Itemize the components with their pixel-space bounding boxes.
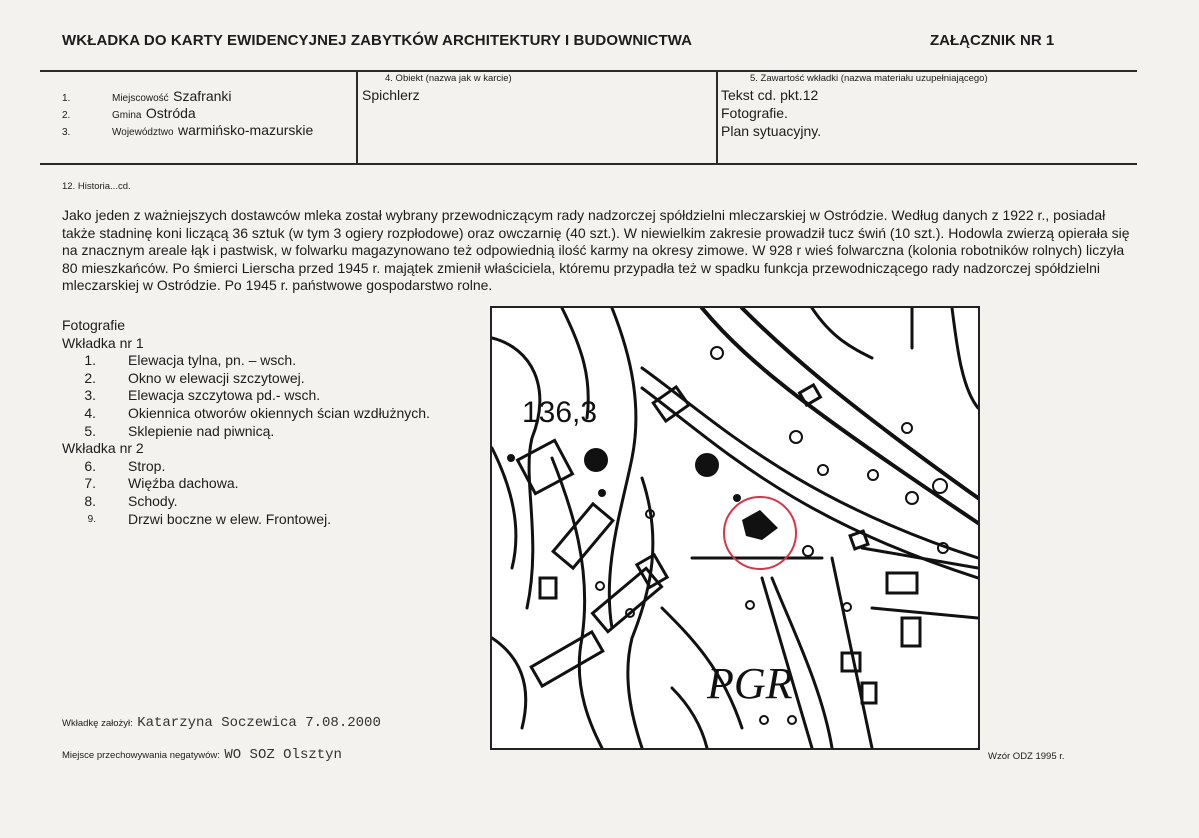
item-number: 3. [84, 387, 96, 404]
voivodeship-row [112, 122, 313, 140]
group-title: Wkładka nr 2 [62, 440, 144, 457]
item-text: Elewacja szczytowa pd.- wsch. [128, 387, 321, 404]
column-divider [716, 70, 718, 165]
row-number: 2. [62, 110, 71, 121]
creator-line [62, 713, 381, 731]
locality-label: Miejscowość [112, 93, 169, 104]
site-plan-map [490, 306, 980, 750]
list-item [62, 493, 430, 511]
column-divider [356, 70, 358, 165]
item-text: Sklepienie nad piwnicą. [128, 422, 275, 439]
list-item [62, 511, 430, 529]
locality-row [112, 88, 232, 106]
history-text: Jako jeden z ważniejszych dostawców mleka został wybrany przewodniczącym rady nadzorczej spółdzielni mleczarskiej w Ostródzie. Według danych z 1922 r., posiadał także stadninę koni liczącą 36 sztuk (w tym 3 ogiery rozpłodowe) oraz owczarnię (40 szt.). W niewielkim zakresie prowadził tucz świń (10 szt.). Hodowla zwierzą opierała się na znacznym areale łąk i pastwisk, w folwarku magazynowano też odpowiednią ilość karmy na okresy zimowe. W 928 r wieś folwarczna (kolonia robotników rolnych) liczyła 80 mieszkańców. Po śmierci Lierscha przed 1945 r. majątek zmienił właściciela, któremu przypadła też w spadku funkcja przewodniczącego rady nadzorczej spółdzielni mleczarskiej w Ostródzie. Po 1945 r. państwowe gospodarstwo rolne. [62, 207, 1130, 293]
list-item [62, 423, 430, 441]
row-number: 3. [62, 127, 71, 138]
commune-label: Gmina [112, 110, 142, 121]
list-item [62, 405, 430, 423]
commune-value: Ostróda [145, 105, 196, 121]
item-text: Okno w elewacji szczytowej. [128, 369, 305, 386]
list-item [62, 370, 430, 388]
item-number: 4. [84, 404, 96, 421]
object-label: 4. Obiekt (nazwa jak w karcie) [385, 73, 512, 84]
contents-label: 5. Zawartość wkładki (nazwa materiału uzupełniającego) [750, 73, 988, 84]
item-text: Więźba dachowa. [128, 475, 239, 492]
item-number: 6. [84, 457, 96, 474]
item-text: Schody. [128, 492, 178, 509]
contents-item: Plan sytuacyjny. [721, 123, 822, 139]
item-number: 1. [84, 352, 96, 369]
item-text: Elewacja tylna, pn. – wsch. [128, 352, 297, 369]
history-label: 12. Historia...cd. [62, 181, 131, 192]
storage-line [62, 745, 342, 763]
group-title: Wkładka nr 1 [62, 334, 144, 351]
voivodeship-value: warmińsko-mazurskie [177, 122, 314, 138]
photos-section [62, 317, 430, 528]
table-bottom-border [40, 163, 1137, 165]
storage-value: WO SOZ Olsztyn [224, 747, 342, 763]
list-item [62, 458, 430, 476]
object-value: Spichlerz [362, 87, 420, 103]
row-number: 1. [62, 93, 71, 104]
form-template: Wzór ODZ 1995 r. [988, 751, 1065, 762]
elevation-label: 136,3 [522, 396, 598, 429]
pgr-label: PGR [707, 659, 793, 708]
item-number: 8. [84, 492, 96, 509]
card-title: WKŁADKA DO KARTY EWIDENCYJNEJ ZABYTKÓW ARCHITEKTURY I BUDOWNICTWA [62, 32, 693, 49]
site-plan-drawing [492, 308, 978, 748]
item-text: Drzwi boczne w elew. Frontowej. [128, 510, 332, 527]
locality-value: Szafranki [173, 88, 232, 104]
contents-item: Tekst cd. pkt.12 [721, 87, 819, 103]
item-number: 9. [87, 513, 96, 525]
list-item [62, 352, 430, 370]
storage-label: Miejsce przechowywania negatywów: [62, 750, 220, 761]
item-number: 7. [84, 475, 96, 492]
list-item [62, 387, 430, 405]
item-number: 5. [84, 422, 96, 439]
voivodeship-label: Województwo [112, 127, 174, 138]
item-text: Strop. [128, 457, 166, 474]
contents-item: Fotografie. [721, 105, 788, 121]
item-number: 2. [84, 369, 96, 386]
creator-value: Katarzyna Soczewica 7.08.2000 [137, 715, 381, 731]
list-item [62, 475, 430, 493]
creator-label: Wkładkę założył: [62, 718, 133, 729]
annex-number: ZAŁĄCZNIK NR 1 [930, 32, 1055, 49]
table-top-border [40, 70, 1137, 72]
item-text: Okiennica otworów okiennych ścian wzdłużnych. [128, 404, 430, 421]
photos-title: Fotografie [62, 317, 126, 333]
commune-row [112, 105, 196, 123]
